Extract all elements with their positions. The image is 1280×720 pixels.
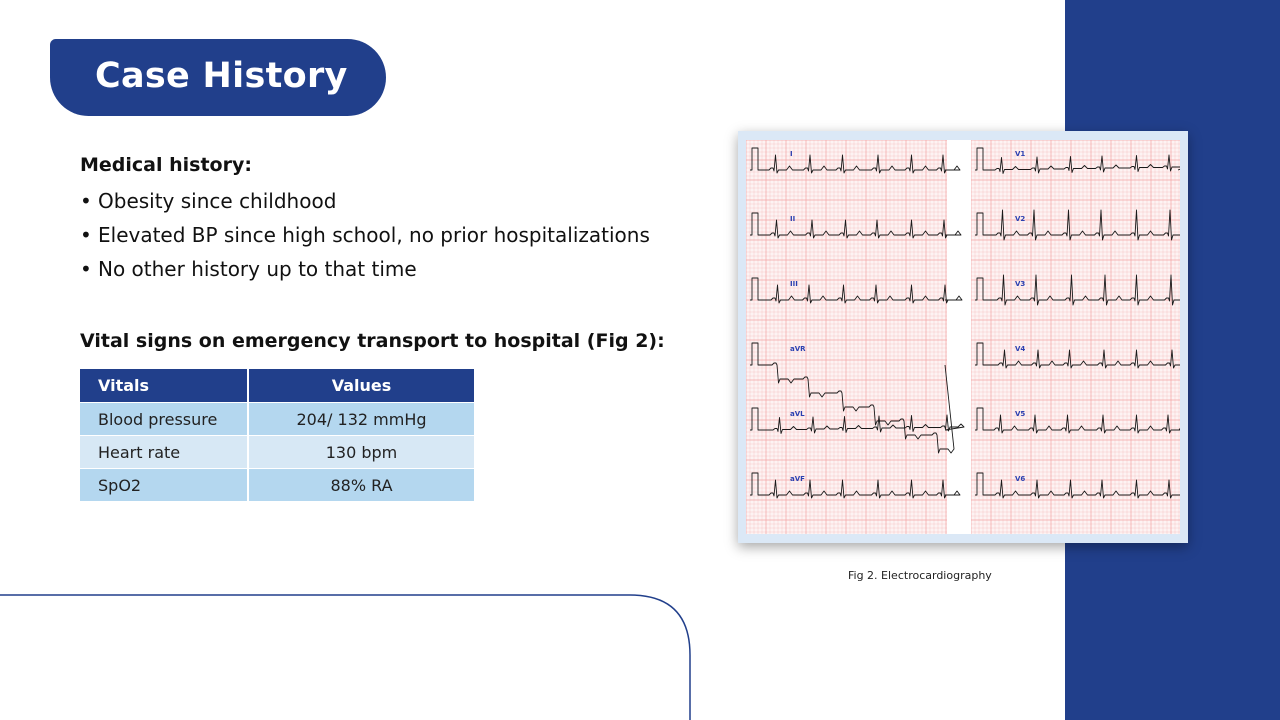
lead-label: V4	[1015, 345, 1026, 353]
bullet-icon: •	[80, 189, 92, 213]
table-header-row	[80, 369, 474, 403]
bullet-icon: •	[80, 257, 92, 281]
decorative-curve	[0, 594, 700, 720]
lead-label: II	[790, 215, 796, 223]
column-header-vitals: Vitals	[80, 369, 248, 403]
vital-name: SpO2	[80, 469, 248, 502]
vital-name: Blood pressure	[80, 403, 248, 436]
ecg-figure	[738, 131, 1188, 543]
lead-label: V5	[1015, 410, 1026, 418]
table-row	[80, 436, 474, 469]
medical-history-list	[80, 187, 650, 289]
table-row	[80, 469, 474, 502]
vitals-heading: Vital signs on emergency transport to hospital (Fig 2):	[80, 330, 665, 352]
column-header-values: Values	[248, 369, 474, 403]
figure-caption: Fig 2. Electrocardiography	[848, 569, 992, 582]
lead-label: V1	[1015, 150, 1026, 158]
lead-label: aVF	[790, 475, 805, 483]
list-item: • Obesity since childhood	[80, 189, 337, 213]
lead-label: V3	[1015, 280, 1026, 288]
lead-label: aVL	[790, 410, 805, 418]
lead-label: I	[790, 150, 793, 158]
vital-name: Heart rate	[80, 436, 248, 469]
vital-value: 130 bpm	[248, 436, 474, 469]
medical-history-heading: Medical history:	[80, 154, 252, 176]
lead-label: V2	[1015, 215, 1026, 223]
ecg-image	[746, 140, 1180, 534]
title-banner	[50, 39, 386, 116]
table-row	[80, 403, 474, 436]
vitals-table	[80, 369, 474, 501]
ecg-panel-gap	[947, 140, 971, 534]
lead-label: III	[790, 280, 798, 288]
bullet-icon: •	[80, 223, 92, 247]
vital-value: 204/ 132 mmHg	[248, 403, 474, 436]
page-title: Case History	[95, 56, 348, 96]
vital-value: 88% RA	[248, 469, 474, 502]
list-item: • Elevated BP since high school, no prior hospitalizations	[80, 223, 650, 247]
lead-label: V6	[1015, 475, 1026, 483]
list-item: • No other history up to that time	[80, 257, 417, 281]
lead-label: aVR	[790, 345, 806, 353]
